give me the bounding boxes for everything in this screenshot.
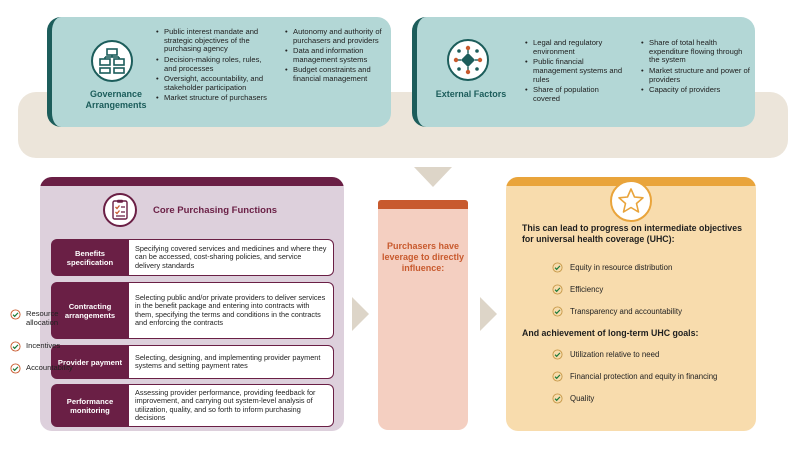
outcome-item (552, 371, 717, 382)
outcome-label: Transparency and accountability (570, 307, 682, 316)
down-arrow-icon (414, 167, 452, 187)
outcome-label: Equity in resource distribution (570, 263, 673, 272)
intermediate-objectives-heading: This can lead to progress on intermediate objectives for universal health coverage (UHC): (522, 223, 742, 244)
check-circle-icon (552, 284, 563, 295)
function-description: Specifying covered services and medicines and where they can be accessed, cost-sharing policies, and service delivery standards (129, 239, 334, 276)
check-circle-icon (552, 262, 563, 273)
list-item: • Legal and regulatory environment (525, 39, 625, 56)
list-item: • Market structure and power of providers (641, 67, 753, 84)
long-term-goals-heading: And achievement of long-term UHC goals: (522, 328, 699, 338)
function-description: Selecting, designing, and implementing provider payment systems and setting payment rates (129, 345, 334, 379)
governance-title: Governance Arrangements (85, 89, 147, 110)
outcome-item (552, 349, 659, 360)
list-item: • Data and information management systems (285, 47, 389, 64)
panel-top-bar (40, 177, 344, 186)
org-chart-icon (91, 40, 133, 82)
outcome-label: Efficiency (570, 285, 604, 294)
check-circle-icon (552, 371, 563, 382)
leverage-item (10, 309, 74, 327)
external-factors-box (412, 17, 755, 127)
list-item: • Capacity of providers (641, 86, 753, 95)
list-item: • Oversight, accountability, and stakeholder participation (156, 75, 276, 92)
outcome-label: Utilization relative to need (570, 350, 660, 359)
star-icon (610, 180, 652, 222)
external-list-right (641, 39, 753, 97)
list-item: • Share of total health expenditure flowing through the system (641, 39, 753, 65)
function-label: Provider payment (51, 345, 129, 379)
outcome-item (552, 262, 672, 273)
function-row-provider-payment (51, 345, 334, 379)
outcome-item (552, 393, 594, 404)
check-circle-icon (552, 306, 563, 317)
leverage-label: Resource allocation (26, 309, 59, 327)
check-circle-icon (10, 341, 21, 352)
external-factors-title: External Factors (435, 89, 507, 99)
chevron-right-icon (352, 297, 369, 331)
outcome-item (552, 284, 603, 295)
function-row-benefits (51, 239, 334, 276)
check-circle-icon (10, 363, 21, 374)
core-purchasing-panel (40, 177, 344, 431)
external-list-left (525, 39, 625, 105)
leverage-label: Incentives (26, 341, 61, 350)
check-circle-icon (10, 309, 21, 320)
function-label: Contracting arrangements (51, 282, 129, 339)
list-item: • Autonomy and authority of purchasers and providers (285, 28, 389, 45)
core-purchasing-title: Core Purchasing Functions (153, 205, 278, 216)
governance-list-left (156, 28, 276, 105)
function-row-contracting (51, 282, 334, 339)
function-row-performance (51, 384, 334, 427)
list-item: • Public interest mandate and strategic objectives of the purchasing agency (156, 28, 276, 54)
function-description: Assessing provider performance, providing feedback for improvement, and carrying out system-level analysis of utilization, quality, and so forth to inform purchasing decisions (129, 384, 334, 427)
list-item: • Share of population covered (525, 86, 625, 103)
leverage-item (10, 363, 73, 374)
list-item: • Public financial management systems and rules (525, 58, 625, 84)
list-item: • Decision-making roles, rules, and processes (156, 56, 276, 73)
governance-box (47, 17, 391, 127)
chevron-right-icon (480, 297, 497, 331)
function-label: Benefits specification (51, 239, 129, 276)
function-description: Selecting public and/or private providers to deliver services in the benefit package and entering into contracts with them, specifying the terms and conditions in the contracts and enforcing the contracts (129, 282, 334, 339)
check-circle-icon (552, 393, 563, 404)
list-item: • Market structure of purchasers (156, 94, 276, 103)
leverage-label: Accountability (26, 363, 73, 372)
function-label: Performance monitoring (51, 384, 129, 427)
purchasers-title: Purchasers have leverage to directly influence: (381, 241, 465, 273)
list-item: • Budget constraints and financial management (285, 66, 389, 83)
leverage-item (10, 341, 60, 352)
check-circle-icon (552, 349, 563, 360)
outcome-label: Financial protection and equity in financing (570, 372, 718, 381)
governance-list-right (285, 28, 389, 86)
checklist-icon (103, 193, 137, 227)
purchasers-panel (378, 200, 468, 430)
outcome-label: Quality (570, 394, 595, 403)
panel-top-bar (378, 200, 468, 209)
outcome-item (552, 306, 682, 317)
network-diamond-icon (447, 39, 489, 81)
